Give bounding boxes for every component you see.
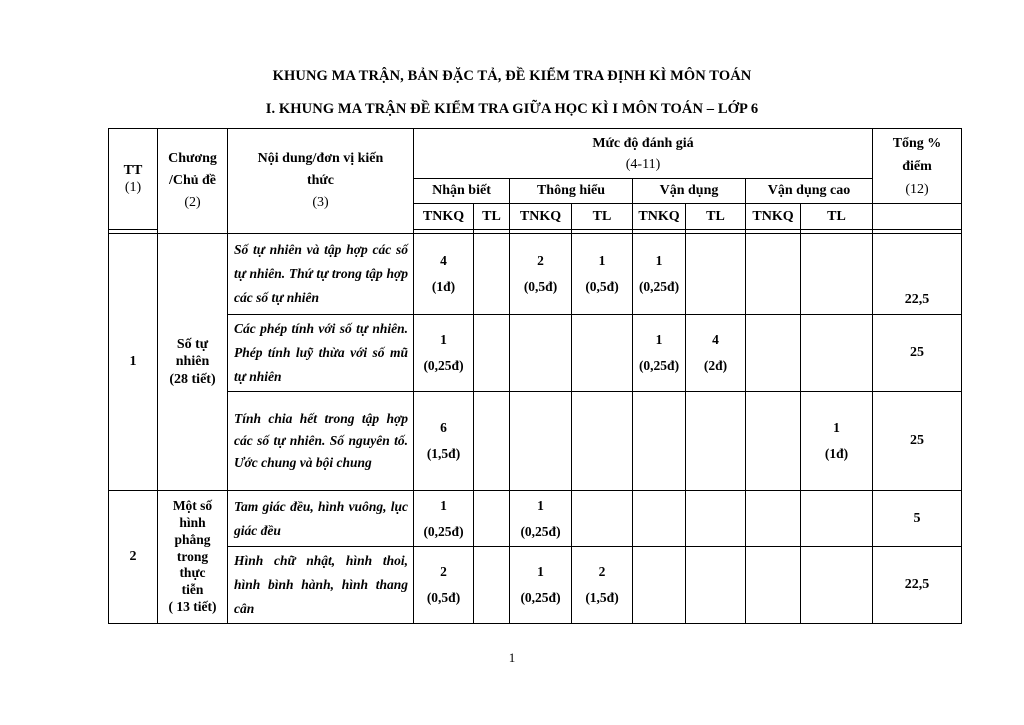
header-tt xyxy=(109,129,158,230)
header-chapter xyxy=(158,129,228,234)
header-level xyxy=(414,129,873,179)
sub-header: TL xyxy=(474,204,510,230)
score-value: (0,25đ) xyxy=(638,279,680,294)
question-count: 1 xyxy=(655,332,663,347)
score-value: (0,25đ) xyxy=(520,590,561,605)
sub-header: TNKQ xyxy=(510,204,572,230)
score-cell xyxy=(510,491,572,547)
score-cell xyxy=(686,392,746,491)
chapter-line: trong xyxy=(176,548,209,564)
score-cell xyxy=(746,491,801,547)
header-total-blank xyxy=(873,204,962,230)
score-value: (1đ) xyxy=(824,446,849,461)
score-cell xyxy=(510,234,572,315)
header-chapter-label-1: Chương xyxy=(168,151,217,166)
question-count: 2 xyxy=(440,564,447,579)
question-count: 1 xyxy=(537,564,544,579)
score-cell xyxy=(572,491,633,547)
question-count: 6 xyxy=(440,420,447,435)
score-cell xyxy=(414,234,474,315)
unit-content: Tam giác đều, hình vuông, lục giác đều xyxy=(228,491,414,547)
question-count: 4 xyxy=(712,332,719,347)
header-chapter-num: (2) xyxy=(184,195,201,210)
score-cell xyxy=(414,315,474,392)
score-cell xyxy=(414,392,474,491)
score-cell xyxy=(633,547,686,624)
question-count: 2 xyxy=(537,253,544,268)
score-value: (0,5đ) xyxy=(426,590,461,605)
score-cell xyxy=(686,547,746,624)
question-count: 1 xyxy=(598,253,606,268)
table-row xyxy=(109,491,962,547)
row-total: 25 xyxy=(873,315,962,392)
score-value: (1,5đ) xyxy=(585,590,619,605)
score-cell xyxy=(746,392,801,491)
score-cell xyxy=(474,547,510,624)
score-cell xyxy=(510,547,572,624)
table-row xyxy=(109,315,962,392)
score-value: (0,25đ) xyxy=(423,523,464,539)
score-value: (0,5đ) xyxy=(523,279,558,294)
chapter-line: phẳng xyxy=(174,531,211,547)
table-row xyxy=(109,547,962,624)
sub-header: TNKQ xyxy=(633,204,686,230)
score-cell xyxy=(572,234,633,315)
score-cell xyxy=(801,315,873,392)
unit-content: Số tự nhiên và tập hợp các số tự nhiên. Thứ tự trong tập hợp các số tự nhiên xyxy=(228,234,414,315)
chapter-line: hình xyxy=(179,514,206,530)
score-value: (0,25đ) xyxy=(638,358,680,373)
header-level-label: Mức độ đánh giá xyxy=(592,135,694,151)
question-count: 2 xyxy=(598,564,606,579)
header-content-label-1: Nội dung/đơn vị kiến xyxy=(257,151,384,166)
chapter-line: Một số xyxy=(172,497,213,513)
chapter-name xyxy=(158,234,228,491)
header-row xyxy=(109,129,962,179)
row-total: 22,5 xyxy=(873,547,962,624)
score-value: (1đ) xyxy=(431,279,456,294)
question-count: 1 xyxy=(537,497,544,513)
score-cell xyxy=(572,392,633,491)
level-thong-hieu: Thông hiểu xyxy=(510,179,633,204)
header-content-label-2: thức xyxy=(306,173,335,188)
header-total-num: (12) xyxy=(905,181,929,197)
chapter-line: thực xyxy=(179,565,206,581)
header-level-num: (4-11) xyxy=(625,156,661,172)
score-value: (1,5đ) xyxy=(426,446,461,461)
score-cell xyxy=(510,315,572,392)
sub-header: TNKQ xyxy=(746,204,801,230)
score-cell xyxy=(414,491,474,547)
question-count: 1 xyxy=(833,420,840,435)
sub-header: TL xyxy=(686,204,746,230)
score-cell xyxy=(686,491,746,547)
chapter-line: Số tự xyxy=(176,336,209,352)
score-cell xyxy=(414,547,474,624)
score-value: (2đ) xyxy=(703,358,728,373)
score-cell xyxy=(633,234,686,315)
score-cell xyxy=(746,315,801,392)
score-cell xyxy=(474,392,510,491)
row-total: 25 xyxy=(873,392,962,491)
table-row xyxy=(109,392,962,491)
score-cell xyxy=(633,392,686,491)
row-tt: 1 xyxy=(109,234,158,491)
score-cell xyxy=(801,392,873,491)
chapter-line: nhiên xyxy=(175,354,210,370)
header-total-label-1: Tổng % xyxy=(892,135,942,151)
score-cell xyxy=(801,234,873,315)
row-total: 22,5 xyxy=(873,234,962,315)
unit-content: Tính chia hết trong tập hợp các số tự nhiên. Số nguyên tố. Ước chung và bội chung xyxy=(228,392,414,491)
header-tt-label: TT xyxy=(123,162,143,178)
score-value: (0,25đ) xyxy=(423,358,464,373)
unit-content: Hình chữ nhật, hình thoi, hình bình hành, hình thang cân xyxy=(228,547,414,624)
level-nhan-biet: Nhận biết xyxy=(414,179,510,204)
question-count: 1 xyxy=(655,253,663,268)
score-cell xyxy=(572,315,633,392)
sub-header: TL xyxy=(801,204,873,230)
header-chapter-label-2: /Chủ đề xyxy=(168,173,217,188)
header-content-num: (3) xyxy=(312,195,329,210)
score-cell xyxy=(801,547,873,624)
score-cell xyxy=(510,392,572,491)
chapter-line: ( 13 tiết) xyxy=(168,599,217,615)
score-cell xyxy=(474,234,510,315)
score-cell xyxy=(474,491,510,547)
header-total xyxy=(873,129,962,204)
score-value: (0,25đ) xyxy=(520,523,561,539)
score-cell xyxy=(801,491,873,547)
document-title: KHUNG MA TRẬN, BẢN ĐẶC TẢ, ĐỀ KIỂM TRA ĐỊNH KÌ MÔN TOÁN xyxy=(272,68,752,84)
score-cell xyxy=(633,491,686,547)
chapter-line: (28 tiết) xyxy=(169,371,216,387)
header-tt-num: (1) xyxy=(124,180,142,195)
row-tt: 2 xyxy=(109,491,158,624)
score-cell xyxy=(686,315,746,392)
question-count: 4 xyxy=(440,253,447,268)
sub-header: TNKQ xyxy=(414,204,474,230)
question-count: 1 xyxy=(440,332,447,347)
score-cell xyxy=(572,547,633,624)
header-content xyxy=(228,129,414,234)
score-cell xyxy=(474,315,510,392)
chapter-line: tiễn xyxy=(181,582,204,598)
question-count: 1 xyxy=(440,497,447,513)
section-title: I. KHUNG MA TRẬN ĐỀ KIỂM TRA GIỮA HỌC KÌ I MÔN TOÁN – LỚP 6 xyxy=(265,101,759,117)
score-value: (0,5đ) xyxy=(585,279,619,294)
chapter-name xyxy=(158,491,228,624)
table-row xyxy=(109,234,962,315)
level-van-dung: Vận dụng xyxy=(633,179,746,204)
level-van-dung-cao: Vận dụng cao xyxy=(746,179,873,204)
header-total-label-2: điểm xyxy=(902,158,932,174)
score-cell xyxy=(746,234,801,315)
score-cell xyxy=(633,315,686,392)
page-number: 1 xyxy=(508,650,516,665)
unit-content: Các phép tính với số tự nhiên. Phép tính luỹ thừa với số mũ tự nhiên xyxy=(228,315,414,392)
sub-header: TL xyxy=(572,204,633,230)
assessment-matrix-table xyxy=(108,128,962,624)
row-total: 5 xyxy=(873,491,962,547)
score-cell xyxy=(686,234,746,315)
score-cell xyxy=(746,547,801,624)
